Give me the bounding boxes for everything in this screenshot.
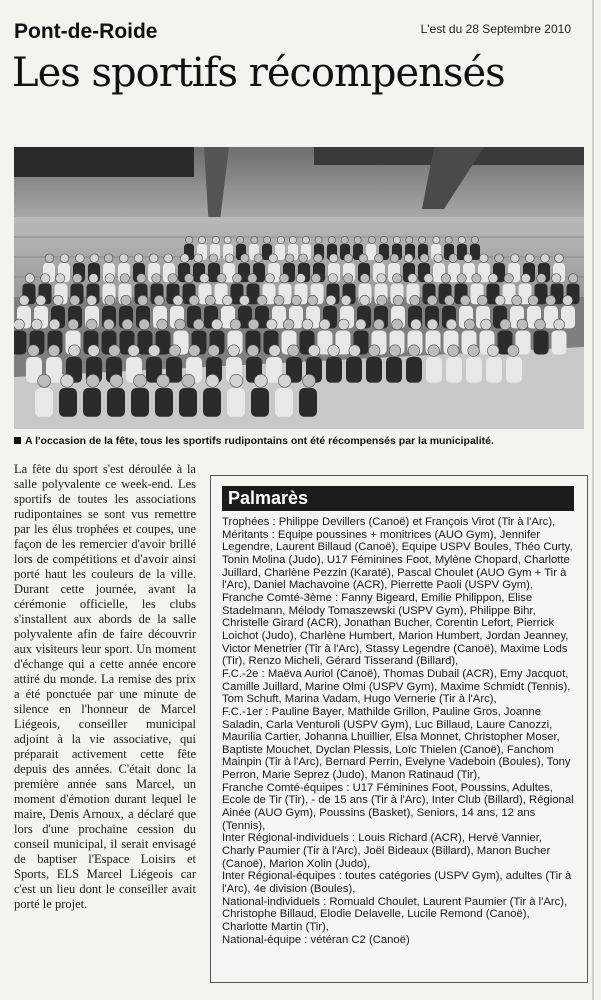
crowd-person-head	[184, 274, 193, 283]
crowd-person-body	[406, 357, 422, 383]
crowd-person-head	[488, 274, 497, 283]
crowd-person-head	[169, 345, 181, 357]
crowd-person-body	[59, 388, 77, 417]
crowd-person-head	[87, 295, 97, 305]
crowd-person-head	[495, 254, 504, 263]
crowd-person-head	[434, 254, 443, 263]
crowd-person-head	[198, 236, 205, 243]
crowd-person-head	[90, 254, 99, 263]
photo-caption	[14, 435, 594, 447]
palmares-entry: Méritants : Equipe poussines + monitrices (AUO Gym), Jennifer Legendre, Laurent Billaud (Canoë), Equipe USPV Boules, Théo Curty, Tonin Molina (Judo), U17 Féminines Foot, Mylène Chopard, Charlotte Juillard, Charlène Pezzin (Karaté), Pascal Choulet (AUO Gym + Tir à l'Arc), Daniel Machavoine (ACR), Pierrette Paoli (USPV Gym),	[222, 528, 573, 592]
crowd-person-head	[55, 274, 64, 283]
palmares-entry: F.C.-2e : Maëva Auriol (Canoë), Thomas Dubail (ACR), Emy Jacquot, Camille Juillard, Marine Olmi (USPV Gym), Maxime Schmidt (Tennis), Tom Schuft, Marina Vadam, Hugo Vernerie (Tir à l'Arc),	[222, 667, 571, 706]
crowd-person-body	[131, 388, 149, 417]
crowd-person-body	[14, 331, 27, 355]
crowd-person-head	[411, 319, 422, 330]
crowd-person-head	[76, 254, 85, 263]
crowd-person-head	[477, 295, 487, 305]
crowd-person-head	[103, 319, 114, 330]
crowd-person-head	[537, 274, 546, 283]
crowd-person-head	[186, 236, 193, 243]
crowd-person-head	[368, 236, 375, 243]
crowd-person-head	[105, 295, 115, 305]
crowd-person-head	[211, 319, 222, 330]
crowd-person-head	[119, 254, 128, 263]
crowd-person-head	[237, 236, 244, 243]
crowd-person-head	[428, 345, 440, 357]
location-kicker: Pont-de-Roide	[14, 20, 158, 43]
palmares-list	[222, 516, 574, 946]
caption-square-icon	[14, 437, 21, 444]
crowd-person-head	[359, 254, 368, 263]
crowd-person-head	[289, 236, 296, 243]
crowd-person-head	[315, 236, 322, 243]
article-headline: Les sportifs récompensés	[12, 50, 505, 96]
crowd-person-body	[107, 388, 125, 417]
article-body: La fête du sport s'est déroulée à la salle polyvalente ce week-end. Les sportifs de toutes les associations rudipontaines se sont vus remettre par les élus trophées et coupes, une façon de les remercier d'avoir brillé lors de compétitions et d'avoir ainsi porté haut les couleurs de la ville. Durant cette journée, avant la cérémonie officielle, les clubs s'installent aux abords de la salle polyvalente afin de faire découvrir aux visiteurs leur sport. Un moment d'échange qui a cette année encore attiré du monde. La remise des prix a été ponctuée par une minute de silence en l'honneur de Marcel Liégeois, conseiller municipal adjoint à la vie associative, qui préparait activement cette fête depuis des années. C'était donc la première année sans Marcel, un moment d'émotion durant lequel le maire, Denis Arnoux, a déclaré que lors d'une prochaine cession du conseil municipal, il serait envisagé de baptiser l'Espace Loisirs et Sports, ELS Marcel Liégeois car c'est un lieu dont le conseiller avait porté le projet.	[14, 462, 196, 911]
crowd-person-head	[368, 345, 380, 357]
crowd-person-head	[446, 319, 457, 330]
crowd-person-head	[73, 274, 82, 283]
crowd-person-body	[326, 357, 342, 383]
crowd-person-head	[507, 345, 519, 357]
crowd-person-head	[328, 345, 340, 357]
crowd-person-head	[168, 274, 177, 283]
crowd-person-head	[468, 345, 480, 357]
crowd-person-head	[36, 295, 46, 305]
crowd-person-head	[212, 236, 219, 243]
crowd-person-head	[375, 254, 384, 263]
crowd-person-head	[329, 254, 338, 263]
crowd-person-head	[393, 236, 400, 243]
palmares-entry: Franche Comté-équipes : U17 Féminines Foot, Poussins, Adultes, Ecole de Tir (Tir), - de 15 ans (Tir à l'Arc), Inter Club (Billard), Régional Ainée (AUO Gym), Poussins (Basket), Seniors, 14 ans, 12 ans (Tennis),	[222, 781, 574, 832]
palmares-entry: Franche Comté-3ème : Fanny Bigeard, Emilie Philippon, Elise Stadelmann, Mélody Tomaszewski (USPV Gym), Philippe Bihr, Christelle Girard (ACR), Jonathan Bucher, Corentin Lefort, Pierrick Loichot (Judo), Charlène Humbert, Marion Humbert, Jordan Jeanney, Victor Menetrier (Tir à l'Arc), Stassy Legendre (Canoë), Maxime Lods (Tir), Renzo Micheli, Gérard Tisserand (Billard),	[222, 591, 569, 668]
crowd-person-head	[49, 319, 60, 330]
crowd-person-head	[471, 236, 478, 243]
crowd-person-head	[338, 319, 349, 330]
crowd-person-head	[377, 274, 386, 283]
crowd-person-head	[278, 374, 291, 387]
crowd-person-head	[555, 254, 564, 263]
crowd-person-head	[302, 374, 315, 387]
crowd-person-head	[86, 319, 97, 330]
crowd-person-head	[263, 236, 270, 243]
crowd-person-head	[392, 274, 401, 283]
crowd-person-head	[157, 319, 168, 330]
crowd-person-head	[225, 254, 234, 263]
crowd-person-head	[410, 295, 420, 305]
crowd-person-head	[173, 295, 183, 305]
crowd-person-head	[479, 254, 488, 263]
crowd-person-head	[254, 374, 267, 387]
crowd-person-body	[275, 388, 293, 417]
crowd-person-body	[179, 388, 197, 417]
crowd-person-head	[377, 295, 387, 305]
crowd-person-head	[311, 274, 320, 283]
crowd-person-body	[227, 388, 245, 417]
crowd-person-head	[266, 319, 277, 330]
crowd-person-head	[251, 236, 258, 243]
crowd-person-head	[53, 295, 63, 305]
crowd-person-head	[373, 319, 384, 330]
crowd-person-body	[446, 357, 462, 383]
crowd-person-body	[386, 357, 402, 383]
crowd-person-head	[61, 374, 74, 387]
crowd-person-body	[299, 388, 317, 417]
crowd-person-head	[341, 236, 348, 243]
crowd-person-head	[406, 236, 413, 243]
page-edge-rule	[592, 0, 594, 1000]
crowd-person-head	[139, 319, 150, 330]
crowd-person-head	[460, 295, 470, 305]
crowd-person-head	[541, 254, 550, 263]
crowd-person-body	[83, 388, 101, 417]
palmares-entry: National-individuels : Romuald Choulet, Laurent Paumier (Tir à l'Arc), Christophe Billaud, Elodie Delavelle, Lucile Remond (Canoë), Charlotte Martin (Tir),	[222, 895, 568, 933]
crowd-person-head	[48, 345, 60, 357]
crowd-person-head	[344, 274, 353, 283]
crowd-person-head	[31, 319, 42, 330]
crowd-person-head	[193, 319, 204, 330]
crowd-person-head	[137, 274, 146, 283]
crowd-person-head	[128, 345, 140, 357]
crowd-person-head	[500, 319, 511, 330]
crowd-person-head	[274, 295, 284, 305]
crowd-person-head	[521, 274, 530, 283]
crowd-person-head	[404, 254, 413, 263]
crowd-person-head	[122, 319, 133, 330]
crowd-person-head	[445, 236, 452, 243]
crowd-person-head	[427, 319, 438, 330]
crowd-person-head	[393, 295, 403, 305]
crowd-person-body	[534, 331, 549, 355]
crowd-person-head	[487, 345, 499, 357]
palmares-title: Palmarès	[222, 486, 574, 511]
crowd-person-head	[349, 345, 361, 357]
photo-caption-text: A l'occasion de la fête, tous les sportifs rudipontains ont été récompensés par la municipalité.	[25, 435, 494, 447]
crowd-person-head	[302, 236, 309, 243]
crowd-person-head	[240, 254, 249, 263]
crowd-person-head	[563, 295, 573, 305]
crowd-person-head	[283, 319, 294, 330]
crowd-person-head	[433, 236, 440, 243]
crowd-person-head	[392, 319, 403, 330]
crowd-person-head	[314, 254, 323, 263]
crowd-person-head	[248, 274, 257, 283]
crowd-person-head	[121, 295, 131, 305]
crowd-person-head	[457, 274, 466, 283]
crowd-person-head	[206, 374, 219, 387]
crowd-person-head	[164, 254, 173, 263]
publication-dateline: L'est du 28 Septembre 2010	[420, 22, 571, 36]
crowd-person-body	[366, 357, 382, 383]
palmares-box	[210, 475, 588, 983]
crowd-person-head	[38, 374, 51, 387]
crowd-person-head	[481, 319, 492, 330]
crowd-person-head	[14, 319, 24, 330]
crowd-person-head	[299, 254, 308, 263]
crowd-person-head	[277, 236, 284, 243]
crowd-person-head	[360, 274, 369, 283]
crowd-person-head	[427, 295, 437, 305]
crowd-person-head	[328, 274, 337, 283]
crowd-person-head	[239, 295, 249, 305]
crowd-person-head	[230, 319, 241, 330]
crowd-person-head	[525, 254, 534, 263]
crowd-person-head	[157, 374, 170, 387]
crowd-person-head	[189, 295, 199, 305]
crowd-person-head	[19, 295, 29, 305]
crowd-person-head	[104, 254, 113, 263]
palmares-entry: Inter Régional-équipes : toutes catégories (USPV Gym), adultes (Tir à l'Arc), 4e division (Boules),	[222, 870, 572, 896]
crowd-person-head	[109, 345, 121, 357]
crowd-person-head	[495, 295, 505, 305]
crowd-person-head	[208, 345, 220, 357]
crowd-person-head	[69, 345, 81, 357]
crowd-person-head	[45, 254, 54, 263]
crowd-person-head	[288, 345, 300, 357]
crowd-person-head	[390, 254, 399, 263]
crowd-person-head	[134, 254, 143, 263]
crowd-person-head	[205, 295, 215, 305]
crowd-person-head	[200, 274, 209, 283]
crowd-person-head	[189, 345, 201, 357]
crowd-person-head	[217, 274, 226, 283]
crowd-person-head	[408, 345, 420, 357]
palmares-entry: Inter Régional-individuels : Louis Richard (ACR), Hervé Vannier, Charly Paumier (Tir à l'Arc), Joël Bideaux (Billard), Manon Bucher (Canoë), Marion Xolin (Judo),	[222, 832, 551, 870]
crowd-person-head	[441, 274, 450, 283]
crowd-person-head	[449, 254, 458, 263]
group-photo-illustration	[14, 147, 584, 429]
crowd-person-head	[285, 254, 294, 263]
crowd-person-head	[105, 274, 114, 283]
crowd-person-head	[464, 319, 475, 330]
crowd-person-head	[389, 345, 401, 357]
crowd-person-body	[486, 357, 502, 383]
crowd-person-body	[466, 357, 482, 383]
crowd-person-head	[408, 274, 417, 283]
crowd-person-body	[251, 388, 269, 417]
crowd-person-head	[354, 236, 361, 243]
crowd-person-head	[222, 295, 232, 305]
crowd-person-head	[70, 295, 80, 305]
crowd-person-head	[138, 295, 148, 305]
crowd-person-head	[194, 254, 203, 263]
palmares-entry: National-équipe : vétéran C2 (Canoë)	[222, 933, 410, 946]
crowd-person-head	[269, 345, 281, 357]
crowd-person-head	[355, 319, 366, 330]
crowd-person-head	[280, 274, 289, 283]
crowd-person-head	[308, 345, 320, 357]
crowd-person-body	[552, 331, 567, 355]
crowd-person-head	[341, 295, 351, 305]
crowd-person-head	[504, 274, 513, 283]
crowd-person-head	[180, 254, 189, 263]
crowd-person-head	[326, 295, 336, 305]
crowd-person-head	[152, 274, 161, 283]
crowd-person-head	[319, 319, 330, 330]
crowd-person-head	[569, 274, 578, 283]
crowd-person-body	[35, 388, 53, 417]
crowd-person-body	[346, 357, 362, 383]
crowd-person-head	[25, 274, 34, 283]
crowd-person-head	[380, 236, 387, 243]
crowd-person-head	[546, 295, 556, 305]
crowd-person-head	[458, 236, 465, 243]
crowd-person-head	[535, 319, 546, 330]
crowd-person-head	[110, 374, 123, 387]
crowd-person-head	[68, 319, 79, 330]
crowd-person-head	[228, 345, 240, 357]
crowd-person-head	[420, 254, 429, 263]
crowd-person-head	[517, 319, 528, 330]
crowd-person-head	[269, 254, 278, 263]
group-photo	[14, 147, 584, 429]
crowd-person-head	[224, 236, 231, 243]
crowd-person-head	[233, 274, 242, 283]
crowd-person-head	[120, 274, 129, 283]
crowd-person-head	[154, 295, 164, 305]
crowd-person-head	[41, 274, 50, 283]
crowd-person-head	[296, 274, 305, 283]
crowd-person-head	[291, 295, 301, 305]
crowd-person-head	[552, 274, 561, 283]
crowd-person-head	[472, 274, 481, 283]
crowd-person-head	[149, 254, 158, 263]
crowd-person-head	[302, 319, 313, 330]
crowd-person-head	[528, 295, 538, 305]
crowd-person-head	[175, 319, 186, 330]
crowd-person-head	[328, 236, 335, 243]
crowd-person-body	[203, 388, 221, 417]
crowd-person-body	[426, 357, 442, 383]
crowd-person-head	[60, 254, 69, 263]
crowd-person-head	[360, 295, 370, 305]
crowd-person-head	[308, 295, 318, 305]
crowd-person-head	[464, 254, 473, 263]
crowd-person-head	[344, 254, 353, 263]
crowd-person-head	[28, 345, 40, 357]
crowd-person-head	[88, 345, 100, 357]
crowd-person-body	[155, 388, 173, 417]
crowd-person-head	[424, 274, 433, 283]
crowd-person-head	[254, 254, 263, 263]
crowd-person-head	[209, 254, 218, 263]
crowd-person-head	[444, 295, 454, 305]
crowd-person-head	[510, 254, 519, 263]
crowd-person-head	[86, 374, 99, 387]
crowd-person-head	[265, 274, 274, 283]
crowd-person-head	[512, 295, 522, 305]
crowd-person-head	[230, 374, 243, 387]
crowd-person-head	[148, 345, 160, 357]
crowd-person-head	[554, 319, 565, 330]
crowd-person-head	[448, 345, 460, 357]
crowd-person-head	[247, 345, 259, 357]
crowd-person-head	[248, 319, 259, 330]
palmares-entry: Trophées : Philippe Devillers (Canoë) et François Virot (Tir à l'Arc),	[222, 516, 556, 528]
crowd-person-head	[419, 236, 426, 243]
crowd-person-body	[506, 357, 522, 383]
crowd-person-head	[89, 274, 98, 283]
crowd-person-head	[182, 374, 195, 387]
crowd-person-head	[134, 374, 147, 387]
crowd-person-head	[257, 295, 267, 305]
palmares-entry: F.C.-1er : Pauline Bayer, Mathilde Grillon, Pauline Gros, Joanne Saladin, Carla Venturoli (USPV Gym), Luc Billaud, Laure Canozzi, Maurilia Cartier, Johanna Lhuillier, Elsa Monnet, Christopher Moser, Baptiste Mouchet, Dyclan Plessis, Loïc Thielen (Canoë), Fanchom Mainpin (Tir à l'Arc), Bernard Perrin, Evelyne Vadeboin (Boules), Tony Perron, Marie Seprez (Judo), Manon Ratinaud (Tir),	[222, 705, 571, 782]
